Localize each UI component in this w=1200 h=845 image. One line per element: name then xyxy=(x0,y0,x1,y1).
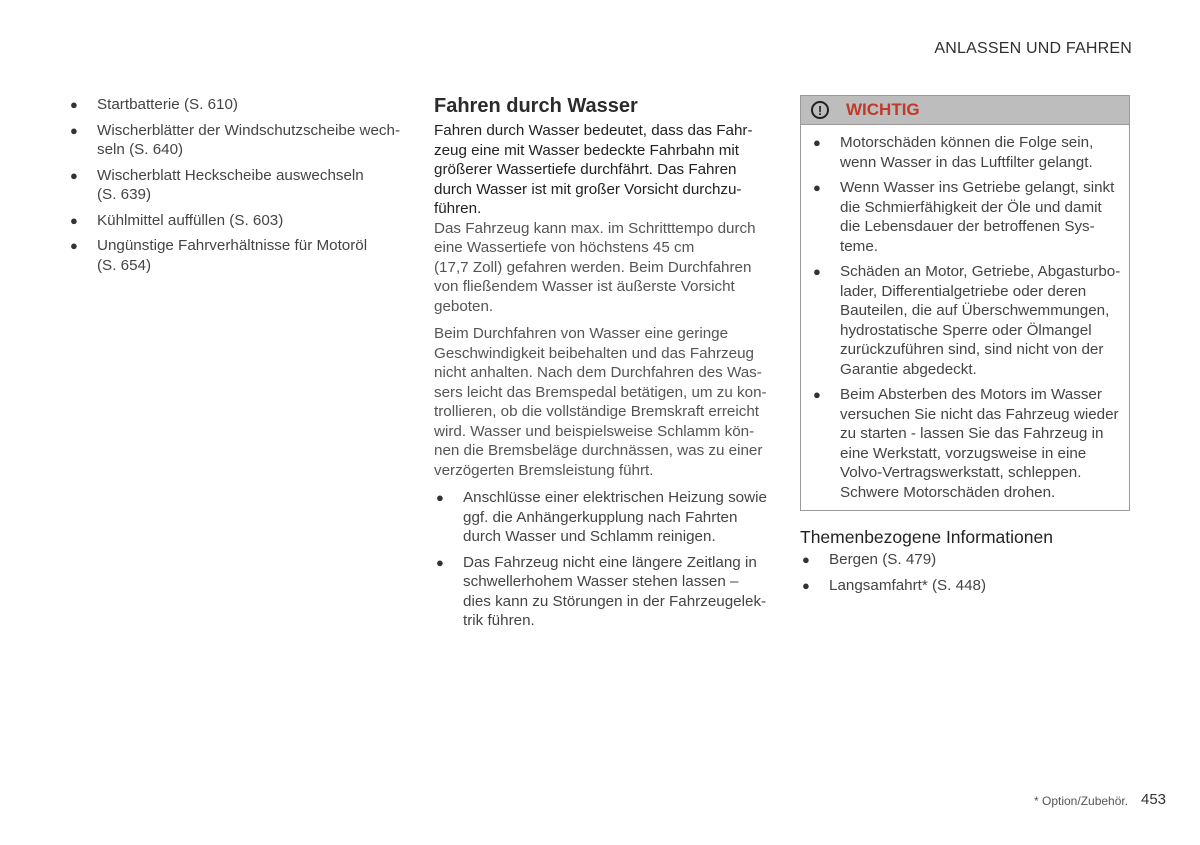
list-item xyxy=(811,178,1121,256)
section-title: Fahren durch Wasser xyxy=(434,95,638,117)
bullet-icon: ● xyxy=(813,135,821,150)
list-item-text: Anschlüsse einer elektrischen Heizung sowie ggf. die Anhängerkupplung nach Fahrten durch Wasser und Schlamm reinigen. xyxy=(463,489,767,545)
middle-column xyxy=(434,95,769,637)
list-item-text: Ungünstige Fahrverhältnisse für Motoröl (S. 654) xyxy=(97,237,368,274)
list-item-text: Wenn Wasser ins Getriebe gelangt, sinkt die Schmierfähigkeit der Öle und damit die Lebensdauer der betroffenen Sys- teme. xyxy=(840,179,1115,255)
bullet-icon: ● xyxy=(70,97,78,112)
list-item-text: Schäden an Motor, Getriebe, Abgasturbo- lader, Differentialgetriebe oder deren Bauteilen, die auf Überschwemmungen, hydrostatische Sperre oder Ölmangel zurückzuführen sind, sind nicht von der Garantie abgedeckt. xyxy=(840,263,1121,378)
bullet-icon: ● xyxy=(70,238,78,253)
bullet-icon: ● xyxy=(813,180,821,195)
list-item xyxy=(811,262,1121,379)
warning-list xyxy=(811,133,1121,502)
instruction-list xyxy=(434,488,769,631)
list-item[interactable] xyxy=(800,550,1132,570)
bullet-icon: ● xyxy=(70,212,78,228)
list-item[interactable] xyxy=(68,121,413,160)
list-item[interactable] xyxy=(68,95,413,115)
list-item-text: Kühlmittel auffüllen (S. 603) xyxy=(97,211,284,229)
bullet-icon: ● xyxy=(436,490,444,505)
list-item-text: Bergen (S. 479) xyxy=(829,551,937,568)
related-info-list xyxy=(800,550,1132,595)
list-item[interactable] xyxy=(68,166,413,205)
list-item xyxy=(434,488,769,547)
list-item-text: Motorschäden können die Folge sein, wenn Wasser in das Luftfilter gelangt. xyxy=(840,134,1094,171)
bullet-icon: ● xyxy=(802,577,810,593)
list-item-text: Wischerblätter der Windschutzscheibe wech- seln (S. 640) xyxy=(97,121,401,158)
running-header: ANLASSEN UND FAHREN xyxy=(934,40,1132,57)
list-item-text: Wischerblatt Heckscheibe auswechseln (S. 639) xyxy=(97,166,364,203)
footnote: * Option/Zubehör. xyxy=(1034,794,1129,808)
list-item xyxy=(811,133,1121,172)
bullet-icon: ● xyxy=(802,552,810,567)
right-column xyxy=(800,95,1132,601)
warning-box xyxy=(800,95,1130,511)
left-column xyxy=(68,95,413,281)
list-item[interactable] xyxy=(68,211,413,231)
body-paragraph: Das Fahrzeug kann max. im Schritttempo durch eine Wassertiefe von höchstens 45 cm (17,7 Zoll) gefahren werden. Beim Durchfahren von fließendem Wasser ist äußerste Vorsicht geboten. xyxy=(434,219,756,315)
related-info-title: Themenbezogene Informationen xyxy=(800,527,1053,547)
list-item xyxy=(811,385,1121,502)
body-paragraph: Beim Durchfahren von Wasser eine geringe Geschwindigkeit beibehalten und das Fahrzeug nicht anhalten. Nach dem Durchfahren des Was- sers leicht das Bremspedal betätigen, um zu kon- trollieren, ob die vollständige Bremskraft erreicht wird. Wasser und beispielsweise Schlamm kön- nen die Bremsbeläge durchnässen, was zu einer verzögerten Bremsleistung führt. xyxy=(434,325,767,479)
list-item[interactable] xyxy=(800,576,1132,596)
list-item[interactable] xyxy=(68,236,413,275)
bullet-icon: ● xyxy=(70,167,78,183)
bullet-icon: ● xyxy=(436,554,444,570)
bullet-icon: ● xyxy=(813,387,821,402)
list-item-text: Beim Absterben des Motors im Wasser versuchen Sie nicht das Fahrzeug wieder zu starten - lassen Sie das Fahrzeug in eine Werkstatt, vorzugsweise in eine Volvo-Vertragswerkstatt, schleppen. Schwere Motorschäden drohen. xyxy=(840,386,1119,501)
related-links-list xyxy=(68,95,413,275)
warning-body xyxy=(801,125,1129,510)
page-number: 453 xyxy=(1141,791,1167,808)
warning-header xyxy=(801,96,1129,125)
list-item xyxy=(434,553,769,631)
list-item-text: Das Fahrzeug nicht eine längere Zeitlang in schwellerhohem Wasser stehen lassen – dies kann zu Störungen in der Fahrzeugelek- trik führen. xyxy=(463,553,767,629)
list-item-text: Startbatterie (S. 610) xyxy=(97,96,238,113)
warning-title: WICHTIG xyxy=(846,100,920,119)
bullet-icon: ● xyxy=(70,122,78,138)
bullet-icon: ● xyxy=(813,264,821,279)
exclamation-icon: ! xyxy=(811,101,829,119)
list-item-text: Langsamfahrt* (S. 448) xyxy=(829,576,987,594)
lead-paragraph: Fahren durch Wasser bedeutet, dass das Fahr- zeug eine mit Wasser bedeckte Fahrbahn mit größerer Wassertiefe durchfährt. Das Fahren durch Wasser ist mit großer Vorsicht durchzu- führen. xyxy=(434,122,753,217)
